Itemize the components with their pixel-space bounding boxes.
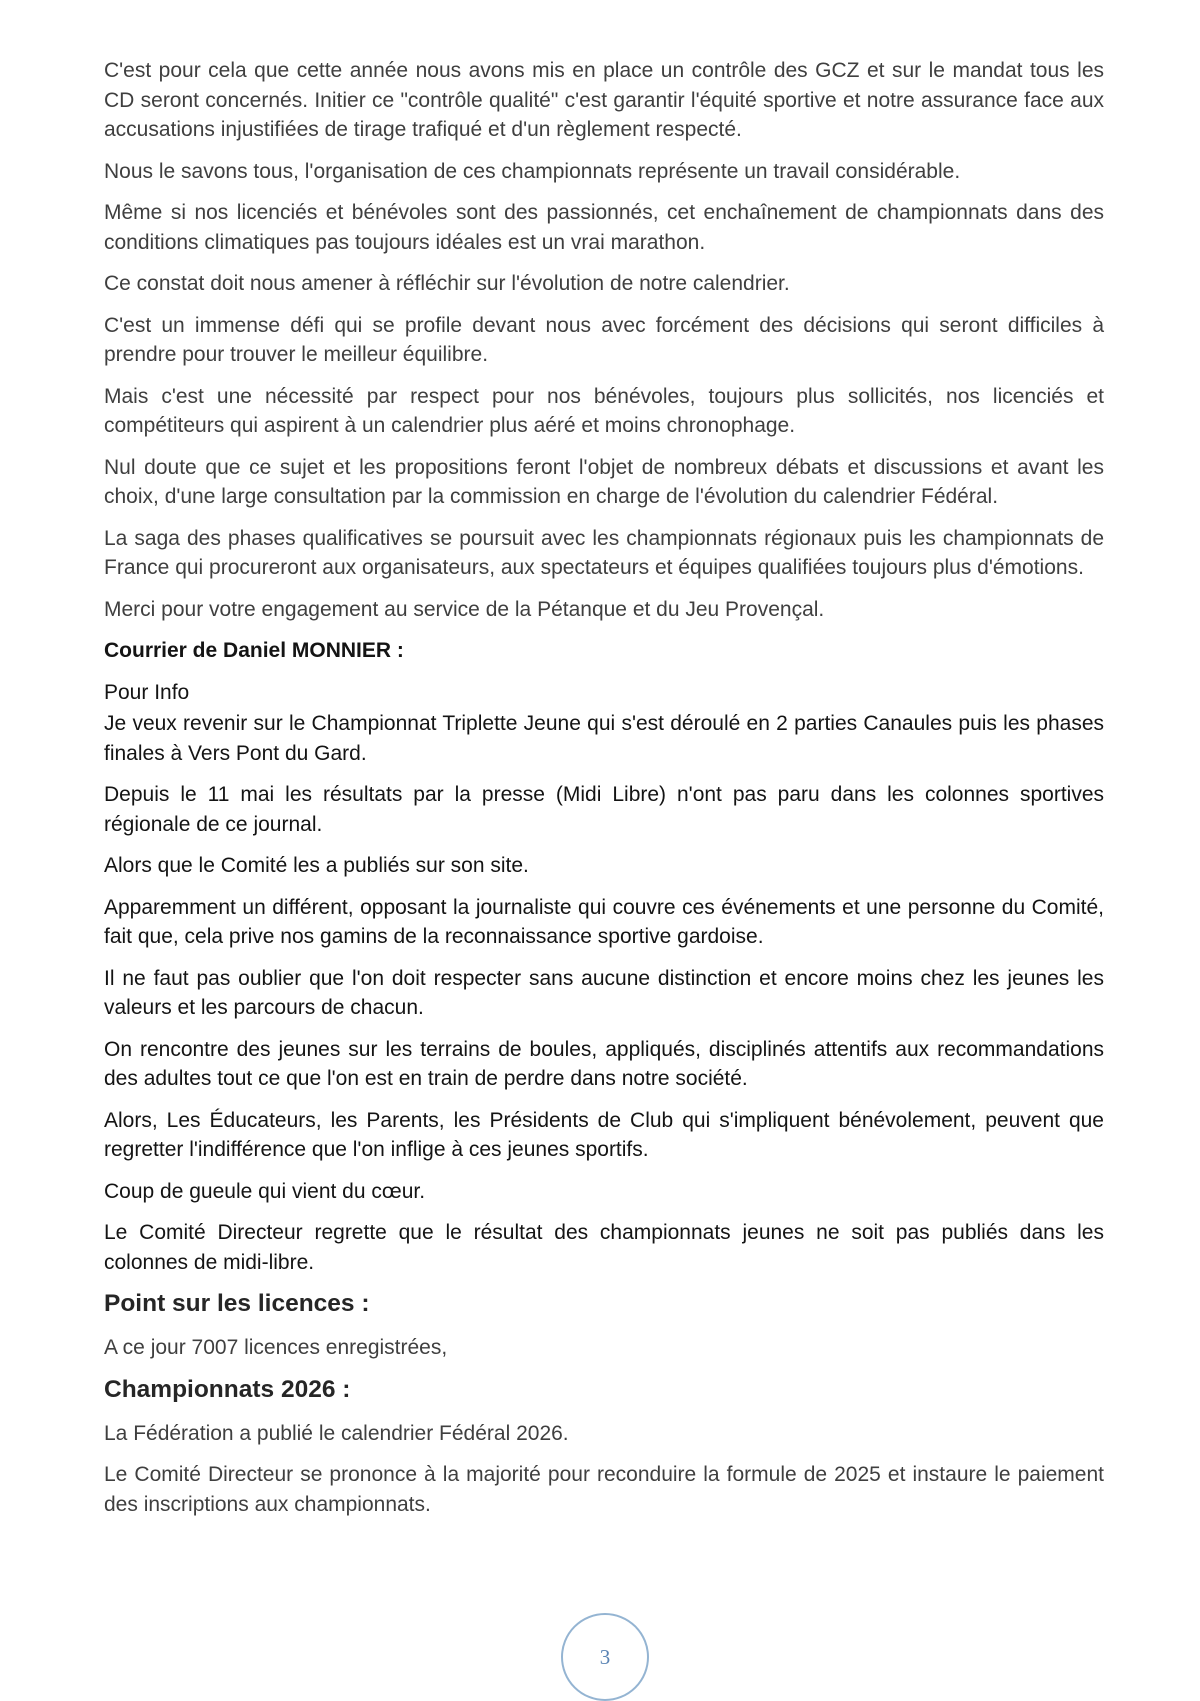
championnats-paragraph: La Fédération a publié le calendrier Fédéral 2026. xyxy=(104,1421,569,1445)
paragraph-challenge: C'est un immense défi qui se profile devant nous avec forcément des décisions qui seront difficiles à prendre pour trouver le meilleur équilibre. xyxy=(104,313,1104,366)
licences-text: A ce jour 7007 licences enregistrées, xyxy=(104,1336,448,1359)
paragraph-qualifying-phases: La saga des phases qualificatives se poursuit avec les championnats régionaux puis les championnats de France qui procureront aux organisateurs, aux spectateurs et équipes qualifiées toujours plus d'émotions. xyxy=(104,526,1104,579)
paragraph-marathon: Même si nos licenciés et bénévoles sont des passionnés, cet enchaînement de championnats dans des conditions climatiques pas toujours idéales est un vrai marathon. xyxy=(104,201,1104,254)
paragraph-necessity: Mais c'est une nécessité par respect pour nos bénévoles, toujours plus sollicités, nos licenciés et compétiteurs qui aspirent à un calendrier plus aéré et moins chronophage. xyxy=(104,384,1104,437)
courrier-paragraph: Le Comité Directeur regrette que le résultat des championnats jeunes ne soit pas publiés dans les colonnes de midi-libre. xyxy=(104,1221,1104,1274)
courrier-intro: Pour Info xyxy=(104,680,190,704)
paragraph-thanks: Merci pour votre engagement au service de la Pétanque et du Jeu Provençal. xyxy=(104,597,825,621)
paragraph-calendar-reflection: Ce constat doit nous amener à réfléchir sur l'évolution de notre calendrier. xyxy=(104,272,790,295)
courrier-paragraph: Je veux revenir sur le Championnat Triplette Jeune qui s'est déroulé en 2 parties Canaules puis les phases finales à Vers Pont du Gard. xyxy=(104,712,1104,765)
licences-heading: Point sur les licences : xyxy=(104,1290,370,1317)
courrier-paragraph: On rencontre des jeunes sur les terrains de boules, appliqués, disciplinés attentifs aux recommandations des adultes tout ce que l'on est en train de perdre dans notre société. xyxy=(104,1037,1104,1090)
paragraph-gcz-control: C'est pour cela que cette année nous avons mis en place un contrôle des GCZ et sur le mandat tous les CD seront concernés. Initier ce "contrôle qualité" c'est garantir l'équité sportive et notre assurance face aux accusations injustifiées de tirage trafiqué et d'un règlement respecté. xyxy=(104,59,1104,141)
championnats-paragraph: Le Comité Directeur se prononce à la majorité pour reconduire la formule de 2025 et instaure le paiement des inscriptions aux championnats. xyxy=(104,1463,1104,1516)
page-number-circle xyxy=(561,1613,649,1701)
courrier-paragraph: Alors que le Comité les a publiés sur son site. xyxy=(104,854,529,877)
paragraph-organisation: Nous le savons tous, l'organisation de ces championnats représente un travail considérable. xyxy=(104,159,961,183)
page-number: 3 xyxy=(599,1644,611,1669)
courrier-heading: Courrier de Daniel MONNIER : xyxy=(104,639,404,662)
paragraph-debates: Nul doute que ce sujet et les propositions feront l'objet de nombreux débats et discussions et avant les choix, d'une large consultation par la commission en charge de l'évolution du calendrier Fédéral. xyxy=(104,455,1104,508)
page-content xyxy=(104,56,1104,1531)
courrier-paragraph: Apparemment un différent, opposant la journaliste qui couvre ces événements et une personne du Comité, fait que, cela prive nos gamins de la reconnaissance sportive gardoise. xyxy=(104,895,1104,948)
courrier-paragraph: Il ne faut pas oublier que l'on doit respecter sans aucune distinction et encore moins chez les jeunes les valeurs et les parcours de chacun. xyxy=(104,966,1104,1019)
courrier-paragraph: Depuis le 11 mai les résultats par la presse (Midi Libre) n'ont pas paru dans les colonnes sportives régionale de ce journal. xyxy=(104,783,1104,836)
championnats-heading: Championnats 2026 : xyxy=(104,1375,351,1403)
courrier-paragraph: Alors, Les Éducateurs, les Parents, les Présidents de Club qui s'impliquent bénévolement, peuvent que regretter l'indifférence que l'on inflige à ces jeunes sportifs. xyxy=(104,1108,1104,1161)
courrier-paragraph: Coup de gueule qui vient du cœur. xyxy=(104,1179,426,1203)
